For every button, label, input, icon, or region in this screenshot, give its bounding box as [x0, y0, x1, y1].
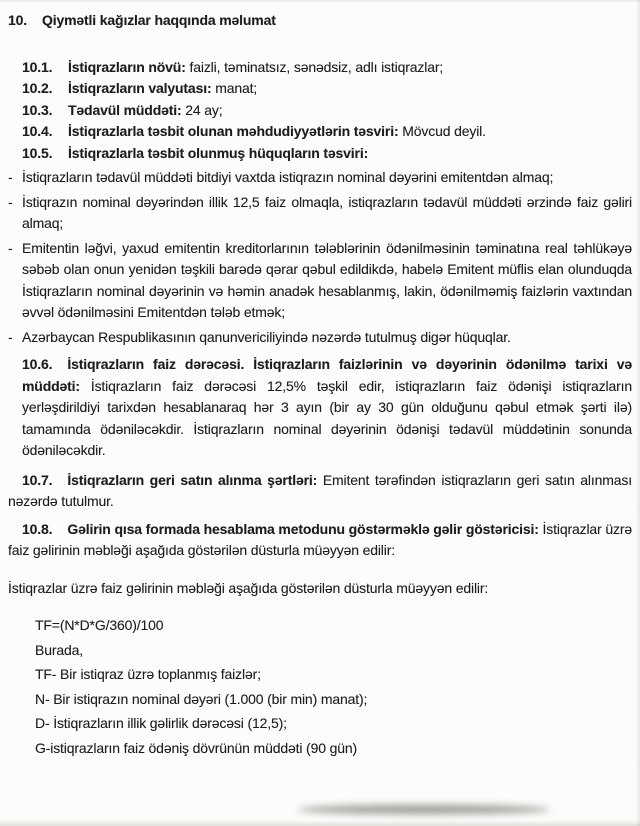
item-body — [68, 100, 632, 122]
item-label: İstiqrazların növü: — [68, 58, 186, 75]
item-text: manat; — [215, 80, 258, 96]
section-heading — [8, 10, 632, 32]
doc-item-10-8 — [8, 519, 632, 562]
item-body — [68, 57, 632, 79]
item-text: Mövcud deyil. — [402, 123, 486, 139]
bullet-text: İstiqrazların tədavül müddəti bitdiyi vaxtda istiqrazın nominal dəyərini emitentdən almaq; — [22, 169, 554, 185]
item-number: 10.8. — [22, 520, 53, 537]
item-text: faizli, təminatsız, sənədsiz, adlı istiqrazlar; — [189, 58, 444, 75]
scan-artifact-top-edge — [0, 0, 640, 3]
formula-note-line: G-istiqrazların faiz ödəniş dövrünün müddəti (90 gün) — [35, 739, 358, 756]
item-label: İstiqrazların valyutası: — [68, 80, 212, 96]
item-label: İstiqrazlarla təsbit olunmuş hüquqların təsviri: — [68, 144, 369, 161]
section-number: 10. — [8, 12, 28, 28]
formula-note-line: N- Bir istiqrazın nominal dəyəri (1.000 (bir min) manat); — [35, 690, 368, 707]
bullet-marker: - — [8, 239, 13, 256]
item-label: İstiqrazlarla təsbit olunan məhdudiyyətlərin təsviri: — [68, 123, 399, 139]
bullet-item — [8, 167, 632, 189]
doc-item-10-1 — [8, 57, 632, 79]
scan-artifact-smudge — [298, 805, 550, 814]
item-label: Gəlirin qısa formada hesablama metodunu göstərməklə gəlir göstəricisi: — [67, 520, 539, 537]
item-number: 10.5. — [22, 144, 53, 161]
doc-item-10-5 — [8, 143, 632, 165]
bullet-item — [8, 327, 632, 349]
item-number: 10.6. — [22, 356, 53, 372]
bullet-text: Azərbaycan Respublikasının qanunvericiliyində nəzərdə tutulmuş digər hüquqlar. — [22, 328, 511, 345]
item-body — [68, 121, 632, 143]
formula-note-line: Burada, — [35, 641, 83, 658]
doc-item-10-7 — [8, 470, 632, 513]
doc-item-10-6 — [22, 354, 632, 462]
item-number: 10.1. — [22, 58, 53, 75]
bullet-marker: - — [8, 193, 13, 210]
doc-item-10-4 — [8, 121, 632, 143]
item-body — [68, 143, 632, 165]
item-label: İstiqrazların geri satın alınma şərtləri: — [67, 471, 318, 488]
bullet-item — [8, 192, 632, 235]
formula-intro-line: İstiqrazlar üzrə faiz gəlirinin məbləği aşağıda göstərilən düsturla müəyyən edilir: — [8, 579, 489, 596]
formula-block — [35, 613, 632, 760]
scan-artifact-bottom-edge — [0, 820, 640, 826]
bullet-marker: - — [8, 169, 13, 185]
item-label: İstiqrazların faiz dərəcəsi. İstiqrazların faizlərinin və dəyərinin ödənilmə tarixi və müddəti: — [22, 356, 632, 394]
formula-line: TF=(N*D*G/360)/100 — [35, 617, 164, 633]
item-text: Emitent tərəfindən istiqrazların geri satın alınması nəzərdə tutulmur. — [8, 471, 632, 509]
doc-item-10-2 — [8, 78, 632, 100]
item-text: 24 ay; — [185, 101, 223, 118]
bullet-text: Emitentin ləğvi, yaxud emitentin kreditorlarının tələblərinin ödənilməsinin təminatına real təhlükəyə səbəb olan onun yenidən təşkili barədə qərar qəbul edildikdə, habelə Emitent müflis elan olunduqda İstiqrazların nominal dəyərinin və həmin anadək hesablanmış, lakin, ödənilməmiş faizlərin vaxtından əvvəl ödənilməsini Emitentdən tələb etmək; — [22, 239, 632, 320]
item-text: İstiqrazlar üzrə faiz gəlirinin məbləği aşağıda göstərilən düsturla müəyyən edilir: — [8, 520, 632, 558]
formula-note-line: D- İstiqrazların illik gəlirlik dərəcəsi (12,5); — [35, 715, 287, 731]
item-number: 10.2. — [22, 80, 53, 96]
doc-item-10-3 — [8, 100, 632, 122]
scan-artifact-right-edge — [636, 0, 640, 826]
item-label: Tədavül müddəti: — [68, 101, 182, 118]
item-body — [68, 78, 632, 100]
bullet-marker: - — [8, 328, 13, 345]
item-text: İstiqrazların faiz dərəcəsi 12,5% təşkil edir, istiqrazların faiz ödənişi istiqrazların yerləşdirildiyi tarixdən hesablanaraq hər 3 ayın (bir ay 30 gün olduğunu qəbul etmək şərti ilə) tamamında ödəniləcəkdir. İstiqrazların nominal dəyərinin ödənişi tədavül müddətinin sonunda ödəniləcəkdir. — [22, 377, 632, 458]
bullet-item — [8, 238, 632, 324]
formula-note-line: TF- Bir istiqraz üzrə toplanmış faizlər; — [35, 666, 261, 682]
item-number: 10.3. — [22, 101, 53, 118]
item-number: 10.7. — [22, 471, 53, 488]
bullet-text: İstiqrazın nominal dəyərindən illik 12,5 faiz olmaqla, istiqrazların tədavül müddəti ərzində faiz gəliri almaq; — [22, 193, 632, 231]
section-title: Qiymətli kağızlar haqqında məlumat — [42, 12, 276, 28]
item-number: 10.4. — [22, 123, 53, 139]
